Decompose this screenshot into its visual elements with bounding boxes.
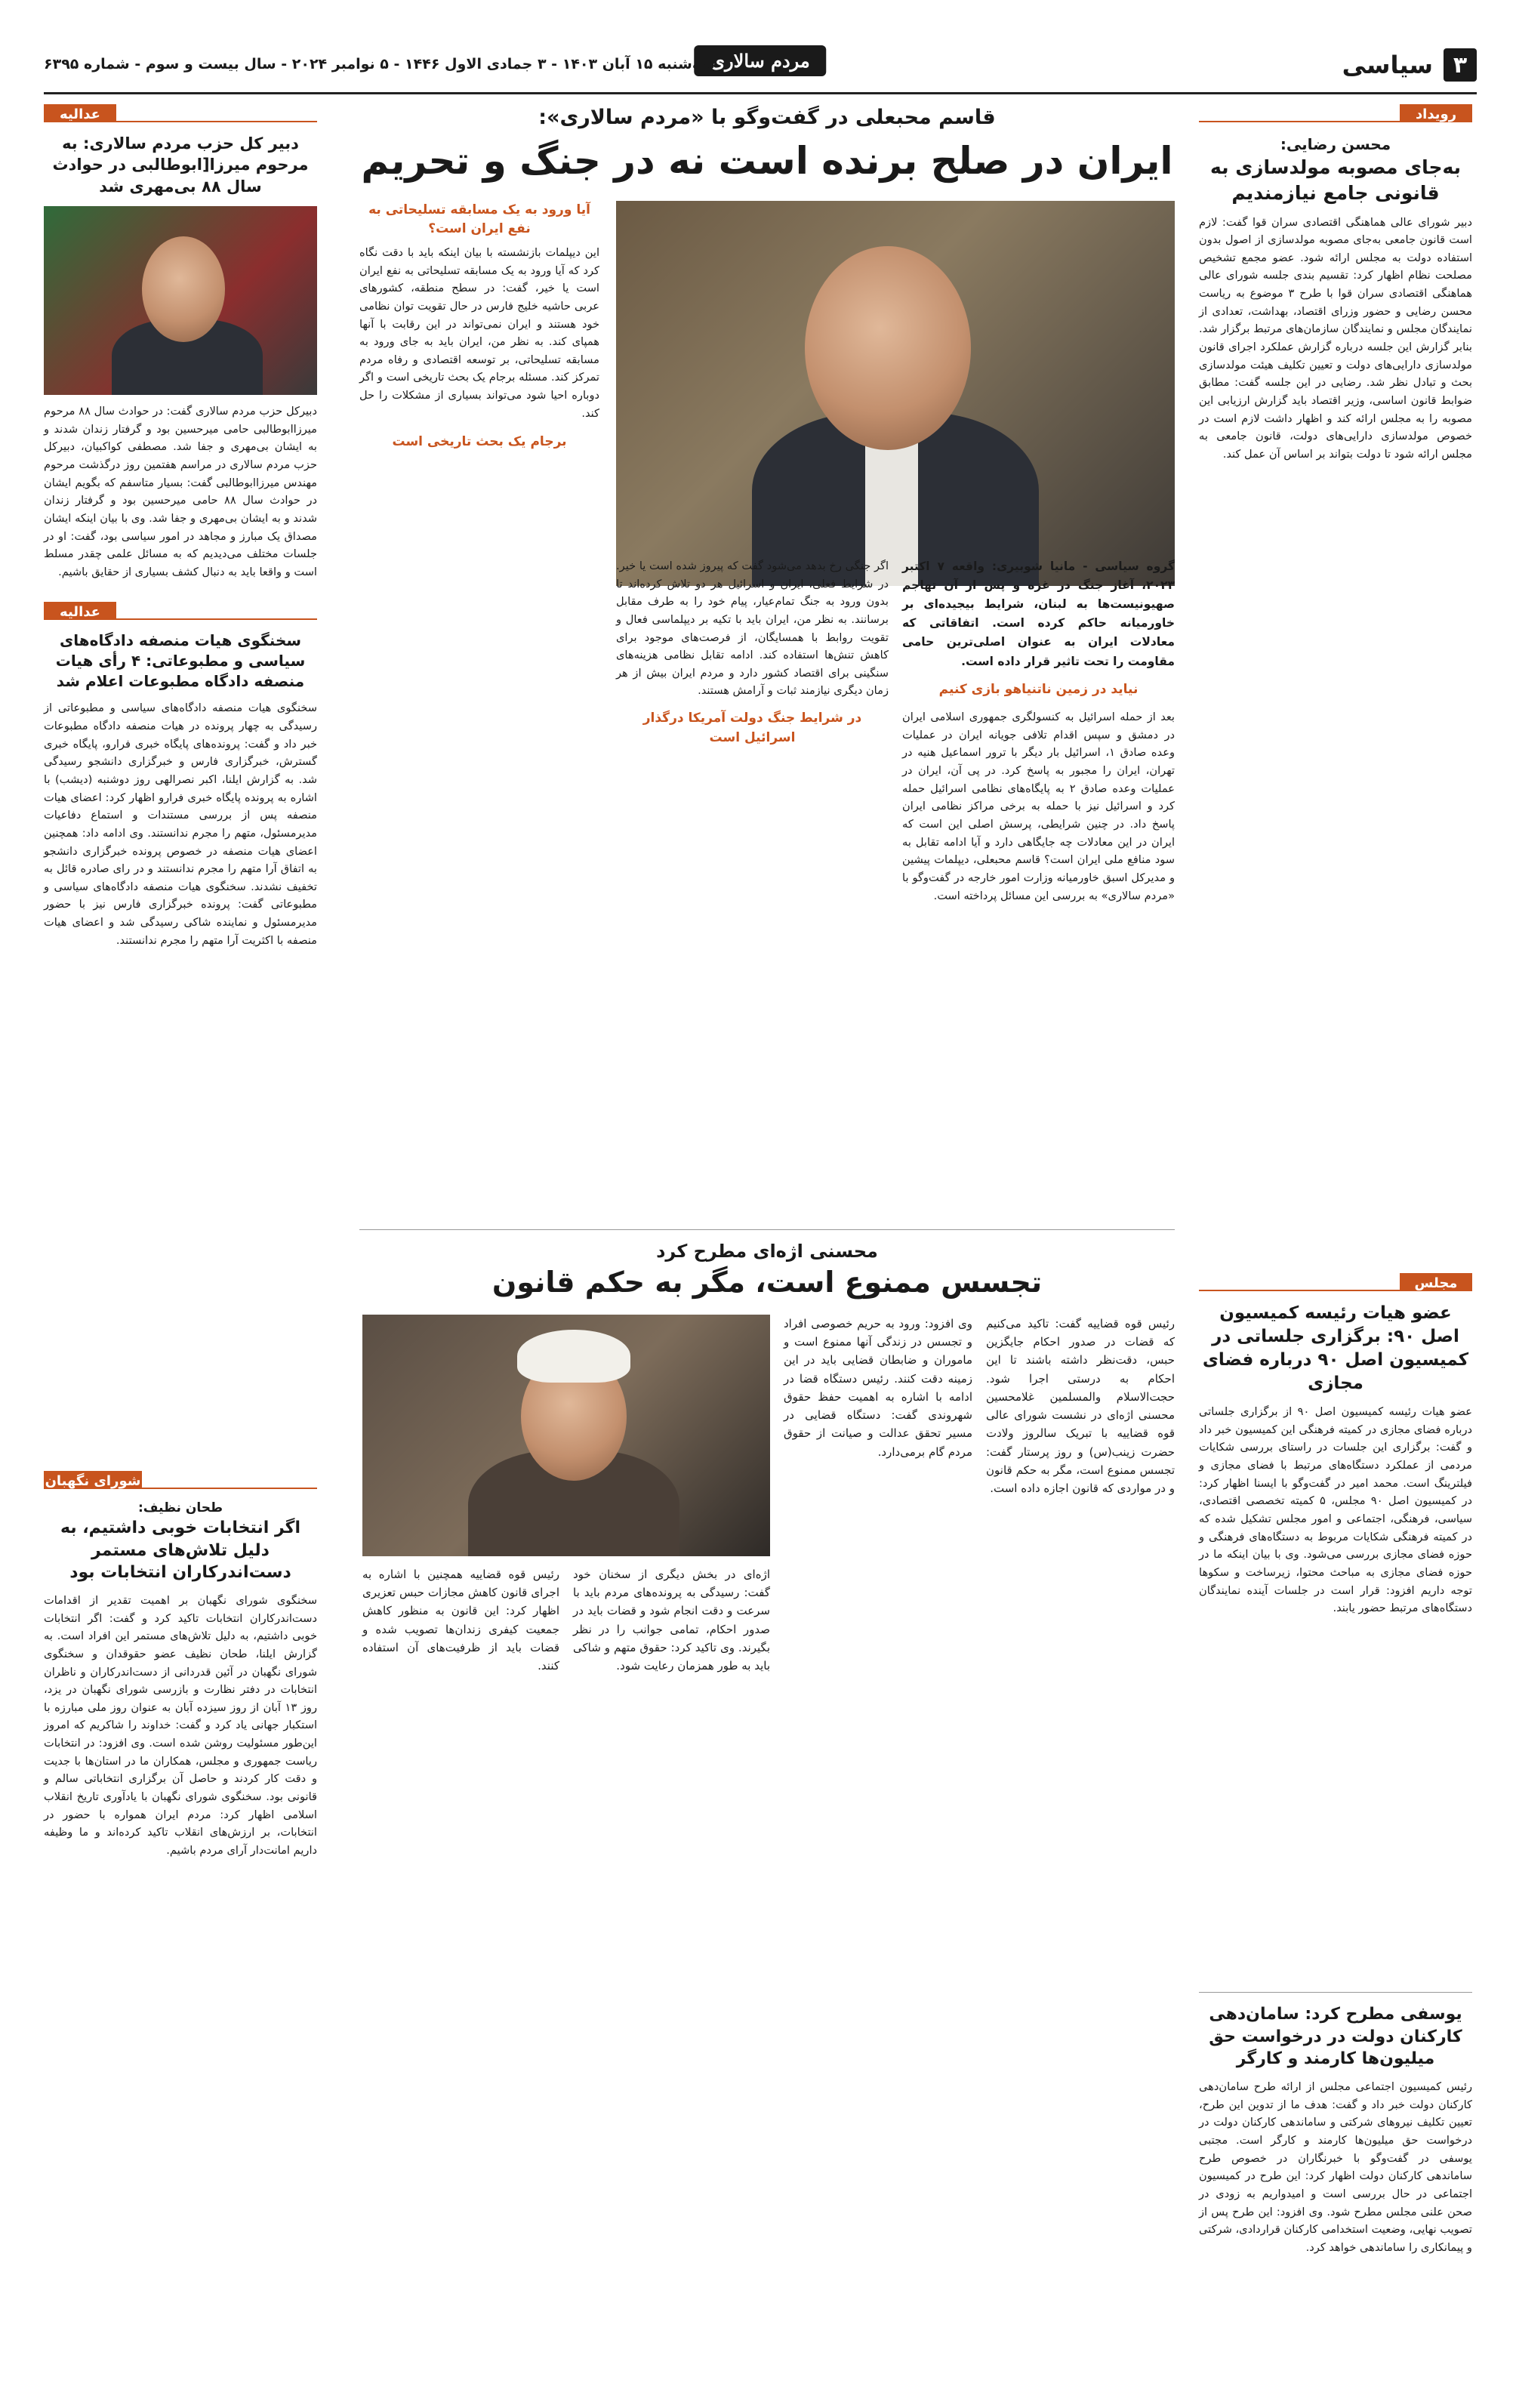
sub-article-text: رئیس قوه قضاییه همچنین با اشاره به اجرای قانون کاهش مجازات حبس تعزیری اظهار کرد: این قانون به منظور کاهش جمعیت کیفری زندان‌ها تصویب شده و قضات باید از ظرفیت‌های آن استفاده کنند.: [362, 1567, 559, 1673]
sub-article-kicker: محسنی اژه‌ای مطرح کرد: [656, 1241, 878, 1262]
tag-bar: [44, 104, 317, 122]
section-tag: رویداد: [1400, 104, 1472, 121]
interviewee-photo: [616, 201, 1175, 586]
newspaper-logo: مردم سالاری: [694, 45, 826, 76]
tag-bar: [44, 602, 317, 620]
box-title: سخنگوی هیات منصفه دادگاه‌های سیاسی و مطبوعاتی: ۴ رأی هیات منصفه دادگاه مطبوعات اعلام شد: [55, 631, 306, 691]
photo-face: [142, 236, 225, 342]
box-title: یوسفی مطرح کرد: سامان‌دهی کارکنان دولت در درخواست حق میلیون‌ها کارمند و کارگر: [1209, 2005, 1462, 2069]
section-tag: عدالیه: [44, 602, 116, 618]
right-column: [1199, 104, 1472, 2254]
box-title: عضو هیات رئیسه کمیسیون اصل ۹۰: برگزاری جلساتی در کمیسیون اصل ۹۰ درباره فضای مجازی: [1202, 1303, 1469, 1394]
divider: [359, 1229, 1175, 1230]
article-text: اگر جنگی رخ بدهد می‌شود گفت که پیروز شده است یا خیر. در شرایط فعلی، ایران و اسرائیل هر دو تلاش کرده‌اند تا بدون ورود به جنگ تمام‌عیار، پیام خود را به طرف مقابل برسانند. به نظر من، ایران باید با تکیه بر دیپلماسی فعال و تقویت روابط با همسایگان، از فرصت‌های موجود برای کاهش تنش‌ها استفاده کند. ادامه تقابل نظامی هزینه‌های سنگینی برای اقتصاد کشور دارد و مردم ایران بیش از هر زمان دیگری نیازمند ثبات و آرامش هستند.: [616, 560, 889, 698]
page-number: ۳: [1444, 48, 1477, 82]
news-box-guardian: [44, 1471, 317, 1860]
photo-turban: [517, 1330, 630, 1383]
judiciary-chief-photo: [362, 1315, 770, 1556]
article-headline: ایران در صلح برنده است نه در جنگ و تحریم: [361, 139, 1173, 183]
sub-article-title: تجسس ممنوع است، مگر به حکم قانون: [491, 1266, 1043, 1300]
sub-article-ejei: [359, 1229, 1175, 1675]
news-box-article90: [1199, 1273, 1472, 1617]
box-body: دبیرکل حزب مردم سالاری گفت: در حوادث سال ۸۸ مرحوم میرزاابوطالبی حامی میرحسین بود و گرفتار زندان شدند و به ایشان بی‌مهری و جفا شد. مصطفی کواکبیان، دبیرکل حزب مردم سالاری در مراسم هفتمین روز درگذشت مرحوم مهندس میرزاابوطالبی گفت: بسیار متاسفم که بگویم ایشان در حوادث سال ۸۸ حامی میرحسین بود و گرفتار زندان شدند و به ایشان بی‌مهری و جفا شد. وی با بیان اینکه ایشان مصداق یک مبارز و مجاهد در امور سیاسی بود، گفت: او در جلسات مختلف می‌دیدیم که به مسائل علمی چقدر مسلط است و واقعا باید به دنبال کشف بسیاری از حقایق باشیم.: [44, 405, 318, 578]
pull-quote: نیاید در زمین ناتنیاهو بازی کنیم: [938, 681, 1139, 697]
article-text: این دیپلمات بازنشسته با بیان اینکه باید با دقت نگاه کرد که آیا ورود به یک مسابقه تسلیحاتی به نفع ایران است یا خیر، گفت: در سطح منطقه، کشورهای عربی حاشیه خلیج فارس در حال تقویت توان نظامی خود هستند و ایران نمی‌تواند در این رقابت با آنها همپای کند. به نظر من، ایران باید به جای ورود به مسابقه تسلیحاتی، بر توسعه اقتصادی و رفاه مردم تمرکز کند. مسئله برجام یک بحث تاریخی است و اگر دوباره احیا شود می‌تواند بسیاری از مشکلات را حل کند.: [359, 245, 599, 420]
section-name: سیاسی: [1342, 51, 1433, 79]
main-article: [359, 104, 1175, 1673]
article-lower-cols: [616, 557, 1175, 905]
sub-article-text: اژه‌ای در بخش دیگری از سخنان خود گفت: رسیدگی به پرونده‌های مردم باید با سرعت و دقت انجام شود و قضات باید در صدور احکام، تمامی جوانب را در نظر بگیرند. وی تاکید کرد: حقوق متهم و شاکی باید به طور همزمان رعایت شود.: [573, 1567, 770, 1673]
tag-bar: [1199, 104, 1472, 122]
article-col-narrow: [359, 201, 599, 994]
article-kicker: قاسم محبعلی در گفت‌وگو با «مردم سالاری»:: [538, 106, 996, 129]
box-title: اگر انتخابات خوبی داشتیم، به دلیل تلاش‌های مستمر دست‌اندرکاران انتخابات بود: [60, 1518, 300, 1583]
box-title: به‌جای مصوبه مولدسازی به قانونی جامع نیازمندیم: [1209, 156, 1462, 204]
pull-quote: برجام یک بحث تاریخی است: [392, 434, 567, 450]
pull-quote: در شرایط جنگ دولت آمریکا درگذار اسرائیل است: [642, 711, 862, 745]
section-tag: عدالیه: [44, 104, 116, 121]
box-body: عضو هیات رئیسه کمیسیون اصل ۹۰ از برگزاری جلساتی درباره فضای مجازی در کمیته فرهنگی این کمیسیون خبر داد و گفت: برگزاری این جلسات در راستای بررسی شکایات مردمی از عملکرد دستگاه‌های مرتبط با فضای مجازی و فیلترینگ است. محمد امیر در گفت‌وگو با ایسنا اظهار کرد: در کمیسیون اصل ۹۰ مجلس، ۵ کمیته تخصصی اقتصادی، سیاسی، فرهنگی، اجتماعی و امور مجلس تشکیل شده که در کمیته فرهنگی شکایات مربوط به دستگاه‌های فرهنگی و حوزه فضای مجازی بررسی می‌شود. وی با بیان اینکه ما در حوزه فضای مجازی به مباحث محتوا، زیرساخت و سکوها توجه داریم افزود: قرار است در جلسات آینده نمایندگان دستگاه‌های مرتبط حضور یابند.: [1199, 1405, 1472, 1615]
date-line: سه‌شنبه ۱۵ آبان ۱۴۰۳ - ۳ جمادی الاول ۱۴۴۶ - ۵ نوامبر ۲۰۲۴ - سال بیست و سوم - شماره ۶۳۹۵: [44, 56, 716, 72]
article-lead: گروه سیاسی - مانیا شوبیری: واقعه ۷ اکتبر ۲۰۲۳، آغاز جنگ در غزه و پس از آن تهاجم صهیونیست‌ها به لبنان، شرایط بیجیده‌ای بر خاورمیانه حاکم کرده است. اتفاقاتی که معادلات ایران به عنوان اصلی‌ترین حامی مقاومت را تحت تاثیر قرار داده است.: [902, 560, 1175, 668]
box-body: دبیر شورای عالی هماهنگی اقتصادی سران قوا گفت: لازم است قانون جامعی به‌جای مصوبه مولدسازی از اصول بدون استفاده دولت به مجلس ارائه شود. عضو مجمع تشخیص مصلحت نظام اظهار کرد: تقسیم بندی جلسه شورای عالی هماهنگی اقتصادی سران قوا با طرح ۳ موضوع به ریاست محسن رضایی و حضور وزرای اقتصاد، بهداشت، تعدادی از نمایندگان مجلس و نمایندگان سازمان‌های مرتبط برگزار شد. بنابر گزارش این جلسه درباره گزارش عملکرد اجرای قانون مولدسازی دارایی‌های دولت و تعیین تکلیف هیئت مولدسازی بحث و تبادل نظر شد. رضایی در این جلسه گفت: مطابق ضوابط قانون اساسی، وزیر اقتصاد باید گزارش ارزیابی این مصوبه را به مجلس ارائه کند و اظهار داشت لازم است در خصوص مولدسازی دارایی‌های دولت، قانون جامعی به مجلس ارائه شود تا دولت بتواند بر اساس آن عمل کند.: [1199, 215, 1472, 461]
article-text: بعد از حمله اسرائیل به کنسولگری جمهوری اسلامی ایران در دمشق و سپس اقدام تلافی جویانه ایران در عملیات وعده صادق ۱، اسرائیل بار دیگر با ترور اسماعیل هنیه در تهران، ایران را مجبور به پاسخ کرد. در پی آن، ایران در عملیات وعده صادق ۲ به پایگاه‌های نظامی اسرائیل حمله کرد و اسرائیل نیز با حمله به برخی مراکز نظامی ایران پاسخ داد. در چنین شرایطی، پرسش اصلی این است که ایران در این معادلات چه جایگاهی دارد و آیا ادامه تقابل به سود منافع ملی ایران است؟ قاسم محبعلی، دیپلمات پیشین و مدیرکل اسبق خاورمیانه وزارت امور خارجه در گفت‌وگو با «مردم سالاری» به بررسی این مسائل پرداخته است.: [902, 711, 1175, 902]
photo-face: [805, 246, 971, 450]
box-body: سخنگوی شورای نگهبان بر اهمیت تقدیر از اقدامات دست‌اندرکاران انتخابات تاکید کرد و گفت: اگر انتخابات خوبی داشتیم، به دلیل تلاش‌های مستمر این افراد است. به گزارش ایلنا، طحان نظیف عضو حقوقدان و سخنگوی شورای نگهبان در آئین قدردانی از دست‌اندرکاران و ناظران انتخابات در دفتر نظارت و بازرسی شورای نگهبان در یزد، روز ۱۳ آبان از روز سیزده آبان به عنوان روز ملی مبارزه با استکبار جهانی یاد کرد و گفت: خداوند را شاکریم که امروز این‌طور مسئولیت روشن شده است. وی افزود: در انتخابات ریاست جمهوری و مجلس، همکاران ما در استان‌ها با جدیت و دقت کار کردند و حاصل آن برگزاری انتخاباتی سالم و قانونی بود. سخنگوی شورای نگهبان با یادآوری تاریخ انقلاب اسلامی اظهار کرد: مردم ایران همواره با حضور در انتخابات، بر ارزش‌های انقلاب تاکید کرده‌اند و ما وظیفه داریم امانت‌دار آرای مردم باشیم.: [44, 1594, 317, 1857]
news-box-jury: [44, 602, 317, 949]
box-kicker: طحان نظیف:: [137, 1500, 223, 1515]
kavakebian-photo: [44, 206, 317, 395]
tag-bar: [1199, 1273, 1472, 1291]
sub-article-right: [362, 1315, 770, 1676]
sub-article-cols: [362, 1565, 770, 1676]
section-header: [1342, 48, 1477, 82]
article-col: [902, 557, 1175, 905]
tag-bar: [44, 1471, 317, 1489]
divider: [1199, 1992, 1472, 1993]
box-title: دبیر کل حزب مردم سالاری: به مرحوم میرزا[ابوطالبی در حوادث سال ۸۸ بی‌مهری شد: [52, 134, 309, 196]
article-col: [616, 557, 889, 905]
section-tag: شورای نگهبان: [44, 1471, 142, 1488]
section-tag: مجلس: [1400, 1273, 1472, 1290]
news-box-rezaei: [1199, 134, 1472, 463]
sub-article-body: [359, 1315, 1175, 1676]
box-kicker: محسن رضایی:: [1280, 135, 1391, 153]
sub-article-text: رئیس قوه قضاییه گفت: تاکید می‌کنیم که قضات در صدور احکام جایگزین حبس، دقت‌نظر داشته باشند تا این احکام به درستی اجرا شود. حجت‌الاسلام والمسلمین غلامحسین محسنی اژه‌ای در نشست شورای عالی قوه قضاییه با تبریک سالروز ولادت حضرت زینب(س) و روز پرستار گفت: تجسس ممنوع است، مگر به حکم قانون و در مواردی که قانون اجازه داده است.: [986, 1316, 1175, 1496]
box-body: سخنگوی هیات منصفه دادگاه‌های سیاسی و مطبوعاتی از رسیدگی به چهار پرونده در هیات منصفه دادگاه مطبوعات خبر داد و گفت: پرونده‌های پایگاه خبری فرارو، پایگاه خبری گسترش، خبرگزاری فارس و خبرگزاری دانشجو رسیدگی شد. به گزارش ایلنا، اکبر نصرالهی روز دوشنبه (دیشب) با اشاره به پرونده پایگاه خبری فرارو اظهار کرد: اعضای هیات منصفه پس از بررسی مستندات و استماع دفاعیات مدیرمسئول، متهم را مجرم ندانستند. وی ادامه داد: همچنین اعضای هیات منصفه در خصوص پرونده خبرگزاری دانشجو به اتفاق آرا متهم را مجرم ندانستند و در رای صادره قائل به تخفیف نشدند. سخنگوی هیات منصفه دادگاه‌های سیاسی و مطبوعاتی گفت: پرونده خبرگزاری فارس نیز با حضور مدیرمسئول و نماینده شاکی رسیدگی شد و اعضای هیات منصفه با اکثریت آرا متهم را مجرم ندانستند.: [44, 701, 317, 947]
masthead: [44, 39, 1477, 94]
news-box-yousefi: [1199, 1992, 1472, 2256]
left-column: [44, 104, 318, 1857]
sub-article-text: وی افزود: ورود به حریم خصوصی افراد و تجسس در زندگی آنها ممنوع است و ماموران و ضابطان قضایی باید در این زمینه دقت کنند. رئیس دستگاه قضا در ادامه با اشاره به اهمیت حفظ حقوق شهروندی گفت: دستگاه قضایی در مسیر تحقق عدالت و صیانت از حقوق مردم گام برمی‌دارد.: [784, 1316, 972, 1459]
pull-quote: آیا ورود به یک مسابقه تسلیحاتی به نفع ایران است؟: [368, 202, 590, 237]
box-body: رئیس کمیسیون اجتماعی مجلس از ارائه طرح سامان‌دهی کارکنان دولت خبر داد و گفت: هدف ما از تدوین این طرح، تعیین تکلیف نیروهای شرکتی و ساماندهی کارکنان دولت در درخواست حق میلیون‌ها کارمند و کارگر است. مجتبی یوسفی در گفت‌وگو با خبرنگاران در خصوص طرح ساماندهی کارکنان دولت اظهار کرد: این طرح در کمیسیون اجتماعی در حال بررسی است و امیدواریم به زودی در صحن علنی مجلس مطرح شود. وی افزود: این طرح پس از تصویب نهایی، وضعیت استخدامی کارکنان قراردادی، شرکتی و پیمانکاری را ساماندهی خواهد کرد.: [1199, 2080, 1472, 2254]
